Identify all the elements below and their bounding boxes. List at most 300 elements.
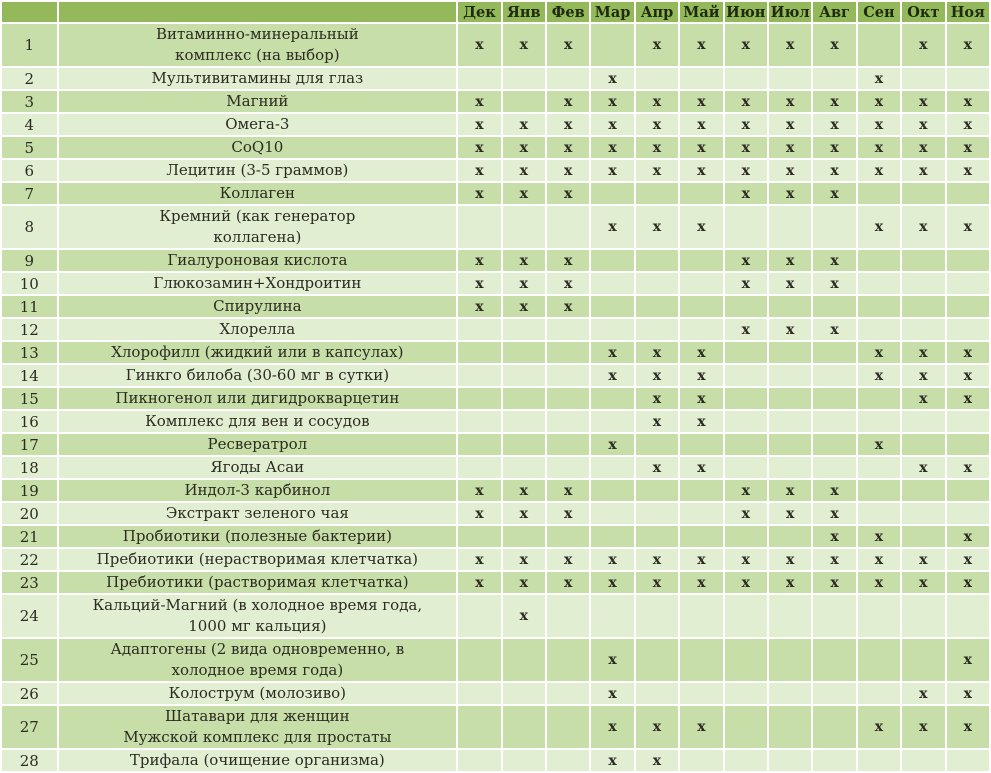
month-header: Авг [813, 2, 855, 22]
row-number: 14 [2, 365, 57, 386]
month-header: Апр [636, 2, 678, 22]
month-mark-cell: x [636, 206, 678, 248]
month-empty-cell [902, 434, 944, 455]
table-row [2, 206, 989, 248]
month-mark-cell: x [725, 572, 767, 593]
month-empty-cell [947, 480, 989, 501]
table-row [2, 572, 989, 593]
supplement-name-line: Гиалуроновая кислота [167, 251, 348, 269]
month-empty-cell [591, 273, 633, 294]
month-header: Мар [591, 2, 633, 22]
month-empty-cell [636, 68, 678, 89]
header-row [2, 2, 989, 22]
month-empty-cell [503, 388, 545, 409]
month-mark-cell: x [591, 342, 633, 363]
month-empty-cell [858, 296, 900, 317]
month-empty-cell [769, 683, 811, 704]
month-mark-cell: x [591, 572, 633, 593]
supplement-name [59, 411, 457, 432]
row-number: 5 [2, 137, 57, 158]
month-empty-cell [547, 639, 589, 681]
row-number: 24 [2, 595, 57, 637]
month-mark-cell: x [547, 549, 589, 570]
month-mark-cell: x [680, 160, 722, 181]
row-number: 13 [2, 342, 57, 363]
row-number: 1 [2, 24, 57, 66]
month-empty-cell [902, 273, 944, 294]
table-row [2, 342, 989, 363]
month-empty-cell [591, 319, 633, 340]
month-empty-cell [813, 595, 855, 637]
month-empty-cell [858, 388, 900, 409]
supplement-name [59, 91, 457, 112]
month-empty-cell [769, 639, 811, 681]
month-empty-cell [769, 526, 811, 547]
table-row [2, 68, 989, 89]
supplement-name [59, 114, 457, 135]
month-empty-cell [947, 434, 989, 455]
supplement-name [59, 706, 457, 748]
month-mark-cell: x [947, 457, 989, 478]
month-mark-cell: x [547, 503, 589, 524]
month-empty-cell [680, 503, 722, 524]
month-empty-cell [503, 434, 545, 455]
month-empty-cell [725, 206, 767, 248]
month-empty-cell [947, 273, 989, 294]
month-mark-cell: x [947, 526, 989, 547]
month-empty-cell [902, 503, 944, 524]
month-empty-cell [458, 411, 500, 432]
month-empty-cell [947, 595, 989, 637]
supplement-name-line: Пребиотики (нерастворимая клетчатка) [96, 550, 419, 568]
month-mark-cell: x [858, 342, 900, 363]
supplement-name-line: комплекс (на выбор) [175, 46, 340, 64]
month-mark-cell: x [503, 183, 545, 204]
month-mark-cell: x [591, 683, 633, 704]
month-empty-cell [547, 595, 589, 637]
month-empty-cell [813, 434, 855, 455]
supplement-name [59, 434, 457, 455]
month-mark-cell: x [769, 183, 811, 204]
month-empty-cell [813, 411, 855, 432]
month-mark-cell: x [858, 549, 900, 570]
month-empty-cell [769, 206, 811, 248]
month-mark-cell: x [902, 91, 944, 112]
month-empty-cell [636, 183, 678, 204]
table-row [2, 91, 989, 112]
month-mark-cell: x [591, 365, 633, 386]
month-empty-cell [769, 68, 811, 89]
month-mark-cell: x [636, 572, 678, 593]
month-empty-cell [591, 457, 633, 478]
month-header: Июл [770, 3, 810, 21]
month-mark-cell: x [503, 24, 545, 66]
row-number: 11 [2, 296, 57, 317]
month-mark-cell: x [591, 434, 633, 455]
month-mark-cell: x [947, 388, 989, 409]
month-mark-cell: x [813, 273, 855, 294]
month-mark-cell: x [769, 91, 811, 112]
month-empty-cell [591, 503, 633, 524]
month-mark-cell: x [458, 296, 500, 317]
month-mark-cell: x [725, 183, 767, 204]
row-number: 12 [2, 319, 57, 340]
month-empty-cell [858, 480, 900, 501]
supplement-name-line: Индол-3 карбинол [184, 481, 331, 499]
row-number: 3 [2, 91, 57, 112]
row-number: 9 [2, 250, 57, 271]
supplement-name-line: Адаптогены (2 вида одновременно, в [110, 640, 405, 658]
supplement-name [59, 296, 457, 317]
month-empty-cell [725, 388, 767, 409]
month-empty-cell [636, 503, 678, 524]
month-empty-cell [547, 365, 589, 386]
month-empty-cell [813, 365, 855, 386]
month-mark-cell: x [458, 91, 500, 112]
supplement-name [59, 365, 457, 386]
month-mark-cell: x [458, 273, 500, 294]
month-mark-cell: x [947, 572, 989, 593]
month-empty-cell [725, 526, 767, 547]
month-empty-cell [503, 206, 545, 248]
month-empty-cell [591, 296, 633, 317]
month-empty-cell [680, 250, 722, 271]
month-mark-cell: x [769, 319, 811, 340]
supplement-name [59, 549, 457, 570]
month-empty-cell [680, 595, 722, 637]
month-empty-cell [591, 595, 633, 637]
month-empty-cell [725, 706, 767, 748]
month-mark-cell: x [636, 388, 678, 409]
month-header: Окт [902, 2, 944, 22]
row-number: 21 [2, 526, 57, 547]
month-empty-cell [858, 24, 900, 66]
month-empty-cell [591, 388, 633, 409]
month-empty-cell [458, 388, 500, 409]
month-empty-cell [636, 595, 678, 637]
month-mark-cell: x [458, 480, 500, 501]
month-mark-cell: x [769, 503, 811, 524]
month-empty-cell [636, 639, 678, 681]
month-empty-cell [769, 411, 811, 432]
month-mark-cell: x [458, 114, 500, 135]
table-row [2, 114, 989, 135]
month-header: Дек [458, 2, 500, 22]
month-empty-cell [725, 457, 767, 478]
month-empty-cell [503, 457, 545, 478]
month-empty-cell [902, 296, 944, 317]
month-empty-cell [725, 365, 767, 386]
month-empty-cell [813, 683, 855, 704]
month-mark-cell: x [680, 549, 722, 570]
table-row [2, 137, 989, 158]
month-mark-cell: x [591, 114, 633, 135]
month-empty-cell [547, 526, 589, 547]
month-mark-cell: x [680, 572, 722, 593]
month-empty-cell [858, 319, 900, 340]
month-empty-cell [547, 319, 589, 340]
row-number: 19 [2, 480, 57, 501]
table-row [2, 706, 989, 748]
month-mark-cell: x [947, 683, 989, 704]
supplement-name-line: Комплекс для вен и сосудов [145, 412, 370, 430]
supplement-name-line: Колострум (молозиво) [168, 684, 347, 702]
month-empty-cell [769, 388, 811, 409]
month-empty-cell [725, 595, 767, 637]
month-mark-cell: x [725, 160, 767, 181]
month-mark-cell: x [591, 206, 633, 248]
month-mark-cell: x [858, 526, 900, 547]
supplement-name [59, 137, 457, 158]
month-mark-cell: x [636, 342, 678, 363]
month-empty-cell [547, 706, 589, 748]
month-mark-cell: x [547, 24, 589, 66]
month-empty-cell [813, 639, 855, 681]
month-mark-cell: x [725, 24, 767, 66]
row-number: 2 [2, 68, 57, 89]
month-mark-cell: x [813, 137, 855, 158]
supplement-name [59, 183, 457, 204]
month-empty-cell [503, 342, 545, 363]
month-empty-cell [458, 595, 500, 637]
month-header: Сен [858, 2, 900, 22]
month-mark-cell: x [769, 549, 811, 570]
month-empty-cell [458, 706, 500, 748]
month-mark-cell: x [725, 549, 767, 570]
month-empty-cell [636, 683, 678, 704]
month-empty-cell [769, 595, 811, 637]
row-number: 18 [2, 457, 57, 478]
supplement-name-line: Мужской комплекс для простаты [123, 728, 392, 746]
month-empty-cell [902, 526, 944, 547]
month-empty-cell [813, 342, 855, 363]
supplement-name-line: Экстракт зеленого чая [165, 504, 349, 522]
month-mark-cell: x [636, 457, 678, 478]
month-mark-cell: x [725, 503, 767, 524]
month-empty-cell [503, 639, 545, 681]
month-empty-cell [769, 457, 811, 478]
month-mark-cell: x [725, 480, 767, 501]
month-mark-cell: x [636, 24, 678, 66]
month-mark-cell: x [547, 250, 589, 271]
month-mark-cell: x [858, 137, 900, 158]
month-mark-cell: x [858, 114, 900, 135]
row-number: 16 [2, 411, 57, 432]
month-mark-cell: x [902, 160, 944, 181]
supplement-name-line: Спирулина [213, 297, 302, 315]
supplement-name-line: Хлорелла [219, 320, 296, 338]
month-mark-cell: x [947, 91, 989, 112]
month-empty-cell [947, 319, 989, 340]
month-mark-cell: x [680, 365, 722, 386]
month-empty-cell [547, 457, 589, 478]
month-mark-cell: x [813, 24, 855, 66]
month-mark-cell: x [503, 160, 545, 181]
table-row [2, 434, 989, 455]
month-mark-cell: x [858, 365, 900, 386]
month-mark-cell: x [680, 206, 722, 248]
supplement-name-line: Хлорофилл (жидкий или в капсулах) [111, 343, 404, 361]
month-empty-cell [503, 319, 545, 340]
month-header: Фев [547, 2, 589, 22]
month-mark-cell: x [858, 91, 900, 112]
month-mark-cell: x [458, 250, 500, 271]
month-mark-cell: x [547, 160, 589, 181]
month-mark-cell: x [902, 683, 944, 704]
row-number: 4 [2, 114, 57, 135]
month-empty-cell [725, 434, 767, 455]
month-empty-cell [813, 206, 855, 248]
month-empty-cell [902, 411, 944, 432]
supplement-name-line: Кальций-Магний (в холодное время года, [92, 596, 423, 614]
month-empty-cell [636, 250, 678, 271]
month-empty-cell [503, 706, 545, 748]
table-row [2, 319, 989, 340]
month-empty-cell [680, 68, 722, 89]
supplement-name [59, 572, 457, 593]
supplement-name-line: CoQ10 [231, 138, 284, 156]
supplement-name-line: 1000 мг кальция) [188, 617, 327, 635]
month-empty-cell [725, 342, 767, 363]
month-mark-cell: x [769, 572, 811, 593]
month-empty-cell [591, 24, 633, 66]
month-mark-cell: x [680, 706, 722, 748]
table-row [2, 411, 989, 432]
month-mark-cell: x [503, 549, 545, 570]
table-row [2, 549, 989, 570]
month-empty-cell [458, 526, 500, 547]
table-row [2, 503, 989, 524]
month-mark-cell: x [636, 114, 678, 135]
month-mark-cell: x [680, 388, 722, 409]
month-header: Янв [503, 2, 545, 22]
month-mark-cell: x [947, 706, 989, 748]
month-mark-cell: x [458, 24, 500, 66]
month-mark-cell: x [503, 595, 545, 637]
month-mark-cell: x [503, 250, 545, 271]
row-number: 28 [2, 750, 57, 771]
month-empty-cell [503, 526, 545, 547]
month-mark-cell: x [769, 250, 811, 271]
supplement-name [59, 595, 457, 637]
month-mark-cell: x [547, 114, 589, 135]
month-empty-cell [813, 296, 855, 317]
month-empty-cell [769, 296, 811, 317]
month-mark-cell: x [725, 137, 767, 158]
month-empty-cell [680, 526, 722, 547]
month-empty-cell [680, 319, 722, 340]
month-mark-cell: x [902, 706, 944, 748]
header-corner-cell [2, 2, 57, 22]
month-mark-cell: x [813, 160, 855, 181]
month-mark-cell: x [680, 114, 722, 135]
table-row [2, 639, 989, 681]
month-mark-cell: x [503, 137, 545, 158]
month-mark-cell: x [769, 273, 811, 294]
month-mark-cell: x [680, 342, 722, 363]
supplement-name-line: Омега-3 [225, 115, 290, 133]
month-mark-cell: x [902, 388, 944, 409]
row-number: 6 [2, 160, 57, 181]
month-mark-cell: x [902, 24, 944, 66]
month-mark-cell: x [813, 250, 855, 271]
month-empty-cell [547, 683, 589, 704]
month-mark-cell: x [813, 183, 855, 204]
month-empty-cell [503, 68, 545, 89]
month-mark-cell: x [458, 549, 500, 570]
month-mark-cell: x [458, 183, 500, 204]
supplement-name-line: Кремний (как генератор [159, 207, 356, 225]
month-mark-cell: x [458, 137, 500, 158]
supplement-name-line: холодное время года) [171, 661, 344, 679]
month-empty-cell [902, 319, 944, 340]
month-mark-cell: x [591, 549, 633, 570]
month-mark-cell: x [902, 114, 944, 135]
month-mark-cell: x [947, 342, 989, 363]
supplement-name [59, 206, 457, 248]
month-mark-cell: x [591, 68, 633, 89]
table-row [2, 273, 989, 294]
month-mark-cell: x [947, 114, 989, 135]
supplement-name-line: Пробиотики (полезные бактерии) [122, 527, 392, 545]
month-mark-cell: x [769, 480, 811, 501]
month-empty-cell [458, 68, 500, 89]
month-empty-cell [458, 342, 500, 363]
month-mark-cell: x [858, 206, 900, 248]
supplement-name-line: Витаминно-минеральный [155, 25, 359, 43]
month-header: Ноя [947, 2, 989, 22]
month-mark-cell: x [547, 480, 589, 501]
month-mark-cell: x [858, 68, 900, 89]
month-empty-cell [947, 183, 989, 204]
supplement-name [59, 503, 457, 524]
month-mark-cell: x [813, 549, 855, 570]
month-empty-cell [902, 480, 944, 501]
month-empty-cell [902, 183, 944, 204]
month-empty-cell [458, 206, 500, 248]
month-empty-cell [680, 683, 722, 704]
month-mark-cell: x [813, 91, 855, 112]
month-mark-cell: x [680, 457, 722, 478]
month-empty-cell [591, 183, 633, 204]
month-mark-cell: x [813, 572, 855, 593]
month-mark-cell: x [947, 160, 989, 181]
month-mark-cell: x [902, 137, 944, 158]
month-mark-cell: x [591, 706, 633, 748]
month-mark-cell: x [902, 572, 944, 593]
month-empty-cell [947, 503, 989, 524]
month-empty-cell [680, 434, 722, 455]
row-number: 7 [2, 183, 57, 204]
month-empty-cell [858, 639, 900, 681]
month-mark-cell: x [591, 91, 633, 112]
supplement-name [59, 526, 457, 547]
month-header: Май [680, 2, 722, 22]
month-mark-cell: x [680, 411, 722, 432]
month-mark-cell: x [947, 137, 989, 158]
month-empty-cell [591, 480, 633, 501]
table-row [2, 160, 989, 181]
month-empty-cell [503, 91, 545, 112]
row-number: 8 [2, 206, 57, 248]
supplement-name-line: Шатавари для женщин [165, 707, 350, 725]
supplement-name-line: Пребиотики (растворимая клетчатка) [106, 573, 409, 591]
month-empty-cell [503, 683, 545, 704]
month-empty-cell [858, 503, 900, 524]
row-number: 10 [2, 273, 57, 294]
table-row [2, 480, 989, 501]
supplement-name [59, 683, 457, 704]
